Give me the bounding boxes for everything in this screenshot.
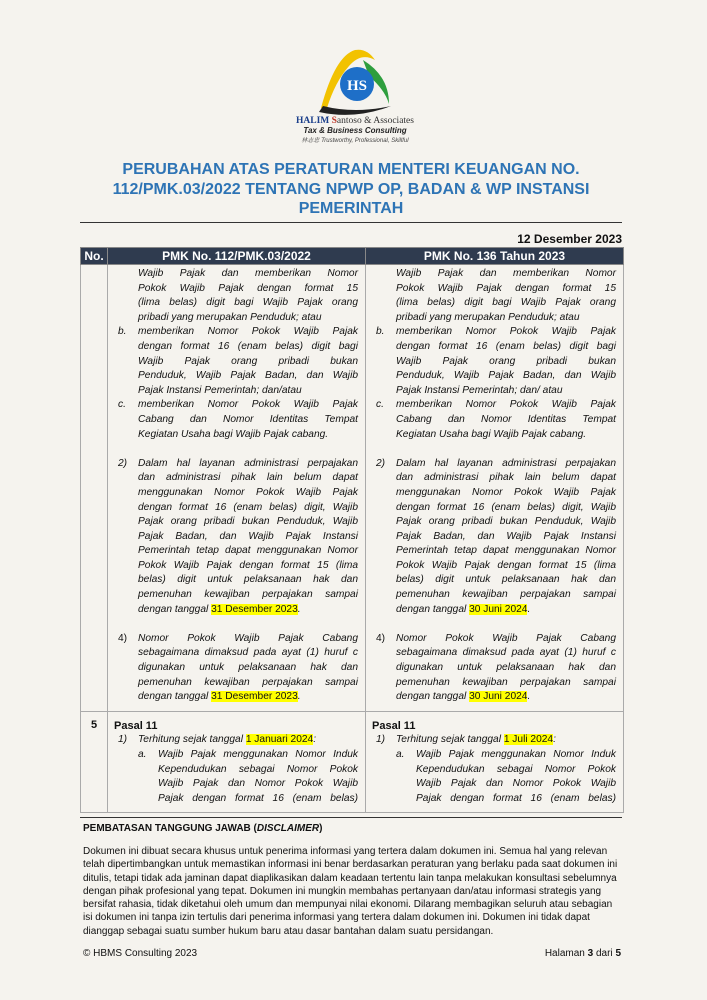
list-item	[118, 398, 358, 442]
text-line: Kegiatan Usaha bagi Wajib Pajak cabang.	[396, 428, 587, 440]
text-line: Kependudukan sebagai Nomor Pokok	[416, 763, 616, 775]
text-line: Cabang dan Nomor Identitas Tempat	[138, 413, 358, 425]
text-line: pemenuhan kewajiban perpajakan sampai	[138, 589, 358, 601]
table-header-row	[81, 248, 624, 265]
text-line: dan administrasi pihak lain belum dapat	[396, 472, 616, 484]
table-row	[81, 711, 624, 813]
list-item	[118, 457, 358, 618]
text-line: Pajak Badan, dan Wajib Pajak Instansi	[396, 530, 616, 542]
paragraph	[376, 267, 616, 325]
text-line: Wajib Pajak orang pribadi bukan	[138, 355, 358, 367]
text-segment: .	[297, 691, 301, 703]
disclaimer-heading-text: PEMBATASAN TANGGUNG JAWAB (	[83, 823, 257, 834]
text-line: digunakan untuk pelaksanaan hak dan	[138, 662, 358, 674]
text-segment: Terhitung sejak tanggal	[396, 734, 504, 746]
logo-firm-name: HALIM	[296, 116, 330, 126]
text-line: pemenuhan kewajiban perpajakan sampai	[396, 676, 616, 688]
text-line: Penduduk, Wajib Pajak Badan, dan Wajib	[138, 370, 358, 382]
list-marker: c.	[118, 399, 126, 411]
list-item	[118, 632, 358, 705]
spacer	[376, 442, 616, 457]
text-line: Pajak dengan format 16 (enam belas)	[416, 792, 616, 804]
text-segment: :	[553, 734, 556, 746]
row-number	[81, 265, 108, 712]
text-line	[396, 733, 616, 748]
article-heading: Pasal 11	[372, 719, 416, 732]
text-line: Wajib Pajak menggunakan Nomor Induk	[416, 749, 616, 760]
list-marker: 4)	[376, 632, 386, 644]
list-item	[376, 457, 616, 618]
list-item	[376, 632, 616, 705]
text-line: Pokok Wajib Pajak dengan format 15 (lima	[396, 559, 616, 571]
highlighted-date: 31 Desember 2023	[211, 603, 298, 615]
logo-emblem-icon	[315, 46, 395, 118]
text-line: pemenuhan kewajiban perpajakan sampai	[138, 676, 358, 688]
document-title	[80, 160, 622, 219]
table-row	[81, 265, 624, 712]
disclaimer-divider	[80, 817, 622, 818]
text-line: Kegiatan Usaha bagi Wajib Pajak cabang.	[138, 428, 329, 440]
list-marker: 2)	[376, 457, 386, 469]
disclaimer-body: Dokumen ini dibuat secara khusus untuk penerima informasi yang tertera dalam dokumen ini. Semua hal yang relevan telah dipertimbangkan untuk memastikan informasi ini benar berdasarkan peraturan yang berlaku pada saat dokumen ini ditulis, tetapi tidak ada jaminan dapat diaplikasikan dalam keadaan tertentu lain tanpa melakukan konsultasi sebelumnya dengan pihak profesional yang tepat. Dokumen ini mungkin membahas pertanyaan dan/atau informasi strategis yang bersifat rahasia, tidak diketahui oleh umum dan mempunyai nilai ekonomi. Dilarang membagikan seluruh atau sebagian isi dokumen ini tanpa izin tertulis dari penerima informasi yang tertera dalam dokumen ini. Dokumen ini tidak dapat dianggap sebagai suatu sumber hukum baru atau dasar bantahan dalam suatu persidangan.	[83, 846, 618, 937]
list-marker: b.	[118, 326, 127, 338]
title-divider	[80, 222, 622, 223]
svg-text:HS: HS	[346, 78, 368, 94]
text-line: Wajib Pajak dan memberikan Nomor	[396, 268, 616, 279]
list-item	[376, 398, 616, 442]
text-line: Pajak Instansi Pemerintah; dan/ atau	[396, 384, 563, 396]
highlighted-date: 1 Januari 2024	[245, 734, 314, 746]
page-label: Halaman	[544, 948, 588, 959]
text-line: sebagaimana dimaksud pada ayat (1) huruf c	[396, 647, 616, 659]
text-line: (lima belas) digit bagi Wajib Pajak orang	[396, 297, 616, 309]
current-page: 3	[587, 948, 594, 959]
comparison-table	[80, 247, 624, 813]
text-segment: .	[297, 603, 301, 615]
text-line: Dalam hal layanan administrasi perpajakan	[138, 457, 358, 469]
text-segment: .	[527, 603, 531, 615]
text-line: memberikan Nomor Pokok Wajib Pajak	[396, 399, 616, 411]
spacer	[376, 617, 616, 632]
header-pmk-136: PMK No. 136 Tahun 2023	[366, 248, 624, 265]
list-marker: c.	[376, 399, 384, 411]
text-line: Cabang dan Nomor Identitas Tempat	[396, 413, 616, 425]
text-line: belas) digit untuk pelaksanaan hak dan	[396, 574, 616, 586]
disclaimer-heading-close: )	[319, 823, 323, 834]
list-item	[376, 748, 616, 806]
logo-subtitle: Tax & Business Consulting	[303, 126, 407, 135]
spacer	[118, 617, 358, 632]
list-marker: 2)	[118, 457, 128, 469]
text-line: Nomor Pokok Wajib Pajak Cabang	[138, 632, 358, 644]
text-line: digunakan untuk pelaksanaan hak dan	[396, 662, 616, 674]
list-item	[118, 733, 358, 748]
text-line: Pokok Wajib Pajak dengan format 15	[396, 282, 616, 294]
text-line: Pajak orang pribadi bukan Penduduk, Wajib	[396, 516, 616, 528]
text-line	[138, 733, 358, 748]
text-line: belas) digit untuk pelaksanaan hak dan	[138, 574, 358, 586]
text-line	[138, 690, 358, 705]
text-segment: dengan tanggal	[138, 603, 212, 615]
header-no: No.	[81, 248, 108, 265]
header-pmk-112: PMK No. 112/PMK.03/2022	[108, 248, 366, 265]
highlighted-date: 31 Desember 2023	[211, 691, 298, 703]
logo-firm-initial: S	[331, 116, 337, 126]
text-line: Pajak Instansi Pemerintah; dan/atau	[138, 384, 302, 396]
document-date: 12 Desember 2023	[517, 232, 622, 246]
text-line: Pajak orang pribadi bukan Penduduk, Wajib	[138, 516, 358, 528]
logo-tagline: 林志忠 Trustworthy, Professional, Skillful	[301, 138, 409, 144]
page-of-label: dari	[593, 948, 616, 959]
text-line: memberikan Nomor Pokok Wajib Pajak	[138, 326, 358, 338]
list-marker: 1)	[376, 734, 386, 746]
cell-pmk-136	[366, 711, 624, 813]
text-line: menggunakan Nomor Pokok Wajib Pajak	[138, 486, 358, 498]
text-line: Penduduk, Wajib Pajak Badan, dan Wajib	[396, 370, 616, 382]
text-segment: .	[527, 691, 531, 703]
title-line: PERUBAHAN ATAS PERATURAN MENTERI KEUANGAN NO.	[122, 161, 580, 178]
text-line	[396, 603, 616, 618]
text-line: Pokok Wajib Pajak dengan format 15 (lima	[138, 559, 358, 571]
text-line: Wajib Pajak menggunakan Nomor Induk	[158, 749, 358, 760]
text-line: Pemerintah tetap dapat menggunakan Nomor	[396, 545, 616, 557]
disclaimer-heading-em: DISCLAIMER	[256, 823, 320, 834]
text-segment: Terhitung sejak tanggal	[138, 734, 246, 746]
highlighted-date: 30 Juni 2024	[469, 691, 528, 703]
text-segment: dengan tanggal	[396, 603, 470, 615]
text-line: dengan format 16 (enam belas) digit, Wajib	[396, 501, 616, 513]
text-line: dengan format 16 (enam belas) digit bagi	[138, 340, 358, 352]
spacer	[118, 442, 358, 457]
logo-firm-name-rest: antoso & Associates	[336, 116, 414, 126]
list-item	[118, 748, 358, 806]
text-line: Kependudukan sebagai Nomor Pokok	[158, 763, 358, 775]
text-segment: :	[313, 734, 317, 746]
text-line: Pokok Wajib Pajak dengan format 15	[138, 282, 358, 294]
highlighted-date: 30 Juni 2024	[469, 603, 528, 615]
list-marker: a.	[138, 749, 147, 760]
text-line: pemenuhan kewajiban perpajakan sampai	[396, 589, 616, 601]
title-line: PEMERINTAH	[298, 200, 404, 217]
text-line	[396, 690, 616, 705]
text-line: pribadi yang merupakan Penduduk; atau	[138, 311, 322, 323]
list-item	[118, 325, 358, 398]
text-line: sebagaimana dimaksud pada ayat (1) huruf c	[138, 647, 358, 659]
article-heading: Pasal 11	[114, 719, 158, 732]
text-segment: dengan tanggal	[396, 691, 470, 703]
list-marker: a.	[396, 749, 405, 760]
text-line: Pemerintah tetap dapat menggunakan Nomor	[138, 545, 358, 557]
text-line: pribadi yang merupakan Penduduk; atau	[396, 311, 580, 323]
cell-pmk-112	[108, 711, 366, 813]
text-line	[138, 603, 358, 618]
list-marker: 4)	[118, 632, 128, 644]
list-marker: b.	[376, 326, 385, 338]
text-line: Wajib Pajak dan Nomor Pokok Wajib	[158, 778, 358, 790]
cell-pmk-112	[108, 265, 366, 712]
text-line: Wajib Pajak dan Nomor Pokok Wajib	[416, 778, 616, 790]
list-item	[376, 325, 616, 398]
page-number	[545, 948, 621, 959]
text-line: Nomor Pokok Wajib Pajak Cabang	[396, 632, 616, 644]
company-logo	[285, 46, 425, 150]
row-number: 5	[81, 711, 108, 813]
text-line: Pajak Badan, dan Wajib Pajak Instansi	[138, 530, 358, 542]
highlighted-date: 1 Juli 2024	[503, 734, 554, 746]
text-line: Wajib Pajak orang pribadi bukan	[396, 355, 616, 367]
text-line: Dalam hal layanan administrasi perpajakan	[396, 457, 616, 469]
footer-copyright: © HBMS Consulting 2023	[83, 948, 198, 959]
disclaimer-heading	[83, 823, 322, 834]
list-item	[376, 733, 616, 748]
total-pages: 5	[615, 948, 621, 959]
text-line: memberikan Nomor Pokok Wajib Pajak	[138, 399, 358, 411]
list-marker: 1)	[118, 734, 128, 746]
text-line: Wajib Pajak dan memberikan Nomor	[138, 268, 358, 279]
text-segment: dengan tanggal	[138, 691, 212, 703]
text-line: Pajak dengan format 16 (enam belas)	[158, 792, 358, 804]
text-line: (lima belas) digit bagi Wajib Pajak orang	[138, 297, 358, 309]
cell-pmk-136	[366, 265, 624, 712]
text-line: menggunakan Nomor Pokok Wajib Pajak	[396, 486, 616, 498]
paragraph	[118, 267, 358, 325]
text-line: memberikan Nomor Pokok Wajib Pajak	[396, 326, 616, 338]
title-line: 112/PMK.03/2022 TENTANG NPWP OP, BADAN & WP INSTANSI	[112, 180, 590, 198]
text-line: dan administrasi pihak lain belum dapat	[138, 472, 358, 484]
text-line: dengan format 16 (enam belas) digit bagi	[396, 340, 616, 352]
text-line: dengan format 16 (enam belas) digit, Wajib	[138, 501, 358, 513]
